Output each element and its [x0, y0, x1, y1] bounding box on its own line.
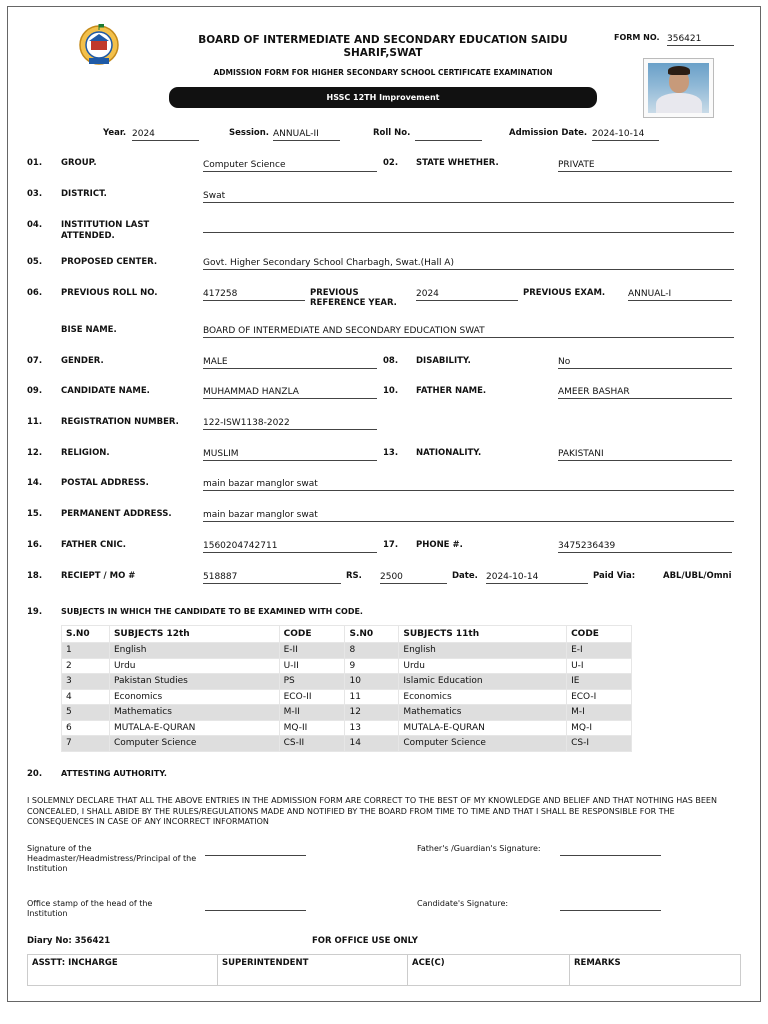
table-cell: M-II	[279, 705, 345, 721]
item-number: 02.	[383, 158, 399, 168]
table-cell: 8	[345, 643, 399, 659]
table-cell: English	[399, 643, 567, 659]
subjects-heading: SUBJECTS IN WHICH THE CANDIDATE TO BE EXAMINED WITH CODE.	[61, 607, 363, 616]
roll-label: Roll No.	[373, 128, 411, 138]
table-cell: 7	[62, 736, 110, 752]
headmaster-signature-line	[205, 855, 306, 856]
institution-label: INSTITUTION LAST ATTENDED.	[61, 220, 150, 241]
prev-ref-year-value: 2024	[416, 289, 518, 301]
prev-roll-value: 417258	[203, 289, 305, 301]
date-label: Date.	[452, 571, 478, 581]
rs-value: 2500	[380, 572, 447, 584]
col-header: SUBJECTS 11th	[399, 626, 567, 643]
item-number: 18.	[27, 571, 43, 581]
item-number: 10.	[383, 386, 399, 396]
father-name-label: FATHER NAME.	[416, 386, 487, 396]
col-header: CODE	[567, 626, 632, 643]
form-no-value: 356421	[667, 34, 734, 46]
father-signature-line	[560, 855, 661, 856]
registration-value: 122-ISW1138-2022	[203, 418, 377, 430]
item-number: 09.	[27, 386, 43, 396]
table-cell: Computer Science	[109, 736, 279, 752]
session-label: Session.	[229, 128, 270, 138]
item-number: 04.	[27, 220, 43, 230]
candidate-photo	[643, 58, 714, 118]
table-cell: 12	[345, 705, 399, 721]
table-cell: 3	[62, 674, 110, 690]
prev-exam-value: ANNUAL-I	[628, 289, 732, 301]
item-number: 12.	[27, 448, 43, 458]
table-cell: E-I	[567, 643, 632, 659]
phone-value: 3475236439	[558, 541, 732, 553]
father-signature-label: Father's /Guardian's Signature:	[417, 844, 541, 853]
disability-label: DISABILITY.	[416, 356, 471, 366]
office-use-table	[27, 954, 741, 986]
center-label: PROPOSED CENTER.	[61, 257, 158, 267]
table-cell: MQ-I	[567, 720, 632, 736]
year-label: Year.	[103, 128, 127, 138]
office-col-assistant: ASSTT: INCHARGE	[28, 955, 218, 985]
office-stamp-line	[205, 910, 306, 911]
item-number: 13.	[383, 448, 399, 458]
headmaster-signature-label: Signature of the Headmaster/Headmistress/Principal of the Institution	[27, 844, 197, 873]
institution-value	[203, 221, 734, 233]
item-number: 06.	[27, 288, 43, 298]
date-value: 2024-10-14	[486, 572, 588, 584]
item-number: 16.	[27, 540, 43, 550]
father-cnic-label: FATHER CNIC.	[61, 540, 126, 550]
subjects-table	[61, 625, 632, 752]
table-cell: M-I	[567, 705, 632, 721]
group-label: GROUP.	[61, 158, 97, 168]
item-number: 15.	[27, 509, 43, 519]
form-subtitle: ADMISSION FORM FOR HIGHER SECONDARY SCHOOL CERTIFICATE EXAMINATION	[213, 68, 553, 77]
table-cell: 5	[62, 705, 110, 721]
candidate-signature-line	[560, 910, 661, 911]
admission-date-label: Admission Date.	[509, 128, 588, 138]
table-row	[62, 720, 632, 736]
table-cell: MQ-II	[279, 720, 345, 736]
paid-via-label: Paid Via:	[593, 571, 636, 581]
gender-value: MALE	[203, 357, 377, 369]
table-cell: 14	[345, 736, 399, 752]
office-col-ace: ACE(C)	[408, 955, 570, 985]
table-cell: Urdu	[399, 658, 567, 674]
table-row	[62, 736, 632, 752]
table-cell: 1	[62, 643, 110, 659]
board-title: BOARD OF INTERMEDIATE AND SECONDARY EDUCATION SAIDU SHARIF,SWAT	[198, 34, 568, 59]
table-row	[62, 643, 632, 659]
table-cell: Islamic Education	[399, 674, 567, 690]
declaration-text: I SOLEMNLY DECLARE THAT ALL THE ABOVE ENTRIES IN THE ADMISSION FORM ARE CORRECT TO THE BEST OF MY KNOWLEDGE AND BELIEF AND THAT NOTHING HAS BEEN CONCEALED, I SHALL ABIDE BY THE RULES/REGULATIONS MADE AND NOTIFIED BY THE BOARD FROM TIME TO TIME AND THAT I SHALL BE RESPONSIBLE FOR THE CONSEQUENCES IN CASE OF ANY INCORRECT INFORMATION	[27, 796, 717, 826]
disability-value: No	[558, 357, 732, 369]
bise-value: BOARD OF INTERMEDIATE AND SECONDARY EDUCATION SWAT	[203, 326, 734, 338]
prev-exam-label: PREVIOUS EXAM.	[523, 288, 606, 298]
form-no-label: FORM NO.	[614, 33, 660, 42]
table-cell: IE	[567, 674, 632, 690]
bise-label: BISE NAME.	[61, 325, 117, 335]
col-header: S.N0	[62, 626, 110, 643]
office-stamp-label: Office stamp of the head of the Institution	[27, 899, 153, 918]
office-col-remarks: REMARKS	[574, 958, 621, 968]
board-logo-icon	[72, 22, 126, 66]
table-cell: ECO-I	[567, 689, 632, 705]
item-number: 20.	[27, 769, 43, 779]
table-cell: 11	[345, 689, 399, 705]
item-number: 08.	[383, 356, 399, 366]
table-cell: 13	[345, 720, 399, 736]
religion-label: RELIGION.	[61, 448, 110, 458]
table-cell: CS-I	[567, 736, 632, 752]
center-value: Govt. Higher Secondary School Charbagh, Swat.(Hall A)	[203, 258, 734, 270]
postal-address-value: main bazar manglor swat	[203, 479, 734, 491]
table-cell: Urdu	[109, 658, 279, 674]
item-number: 05.	[27, 257, 43, 267]
candidate-name-label: CANDIDATE NAME.	[61, 386, 150, 396]
state-label: STATE WHETHER.	[416, 158, 499, 168]
table-cell: 6	[62, 720, 110, 736]
item-number: 11.	[27, 417, 43, 427]
permanent-address-value: main bazar manglor swat	[203, 510, 734, 522]
table-header-row	[62, 626, 632, 643]
col-header: SUBJECTS 12th	[109, 626, 279, 643]
session-value: ANNUAL-II	[273, 129, 340, 141]
table-cell: English	[109, 643, 279, 659]
registration-label: REGISTRATION NUMBER.	[61, 417, 179, 427]
item-number: 01.	[27, 158, 43, 168]
item-number: 19.	[27, 607, 43, 617]
table-row	[62, 674, 632, 690]
prev-ref-year-label: PREVIOUS REFERENCE YEAR.	[310, 288, 397, 308]
admission-date-value: 2024-10-14	[592, 129, 659, 141]
year-value: 2024	[132, 129, 199, 141]
receipt-value: 518887	[203, 572, 341, 584]
prev-roll-label: PREVIOUS ROLL NO.	[61, 288, 158, 298]
table-cell: 4	[62, 689, 110, 705]
table-cell: 9	[345, 658, 399, 674]
table-cell: MUTALA-E-QURAN	[109, 720, 279, 736]
religion-value: MUSLIM	[203, 449, 377, 461]
paid-via-value: ABL/UBL/Omni	[663, 571, 732, 581]
table-cell: Economics	[399, 689, 567, 705]
office-col-superintendent: SUPERINTENDENT	[218, 955, 408, 985]
roll-value	[415, 129, 482, 141]
diary-number: Diary No: 356421	[27, 936, 111, 946]
col-header: CODE	[279, 626, 345, 643]
nationality-value: PAKISTANI	[558, 449, 732, 461]
nationality-label: NATIONALITY.	[416, 448, 482, 458]
table-cell: PS	[279, 674, 345, 690]
attesting-heading: ATTESTING AUTHORITY.	[61, 769, 167, 778]
district-value: Swat	[203, 191, 734, 203]
permanent-address-label: PERMANENT ADDRESS.	[61, 509, 172, 519]
table-cell: ECO-II	[279, 689, 345, 705]
table-cell: U-I	[567, 658, 632, 674]
group-value: Computer Science	[203, 160, 377, 172]
father-name-value: AMEER BASHAR	[558, 387, 732, 399]
table-cell: CS-II	[279, 736, 345, 752]
table-row	[62, 658, 632, 674]
item-number: 03.	[27, 189, 43, 199]
phone-label: PHONE #.	[416, 540, 463, 550]
col-header: S.N0	[345, 626, 399, 643]
table-cell: Mathematics	[109, 705, 279, 721]
table-cell: Computer Science	[399, 736, 567, 752]
exam-type-banner: HSSC 12TH Improvement	[169, 87, 597, 108]
father-cnic-value: 1560204742711	[203, 541, 377, 553]
table-cell: 2	[62, 658, 110, 674]
table-cell: MUTALA-E-QURAN	[399, 720, 567, 736]
table-row	[62, 689, 632, 705]
item-number: 14.	[27, 478, 43, 488]
table-cell: Mathematics	[399, 705, 567, 721]
state-value: PRIVATE	[558, 160, 732, 172]
table-row	[62, 705, 632, 721]
table-cell: 10	[345, 674, 399, 690]
postal-address-label: POSTAL ADDRESS.	[61, 478, 149, 488]
table-cell: Economics	[109, 689, 279, 705]
table-cell: Pakistan Studies	[109, 674, 279, 690]
receipt-label: RECIEPT / MO #	[61, 571, 136, 581]
table-cell: U-II	[279, 658, 345, 674]
rs-label: RS.	[346, 571, 362, 581]
candidate-name-value: MUHAMMAD HANZLA	[203, 387, 377, 399]
item-number: 07.	[27, 356, 43, 366]
item-number: 17.	[383, 540, 399, 550]
table-cell: E-II	[279, 643, 345, 659]
gender-label: GENDER.	[61, 356, 104, 366]
district-label: DISTRICT.	[61, 189, 107, 199]
candidate-signature-label: Candidate's Signature:	[417, 899, 509, 908]
office-use-heading: FOR OFFICE USE ONLY	[312, 936, 418, 946]
